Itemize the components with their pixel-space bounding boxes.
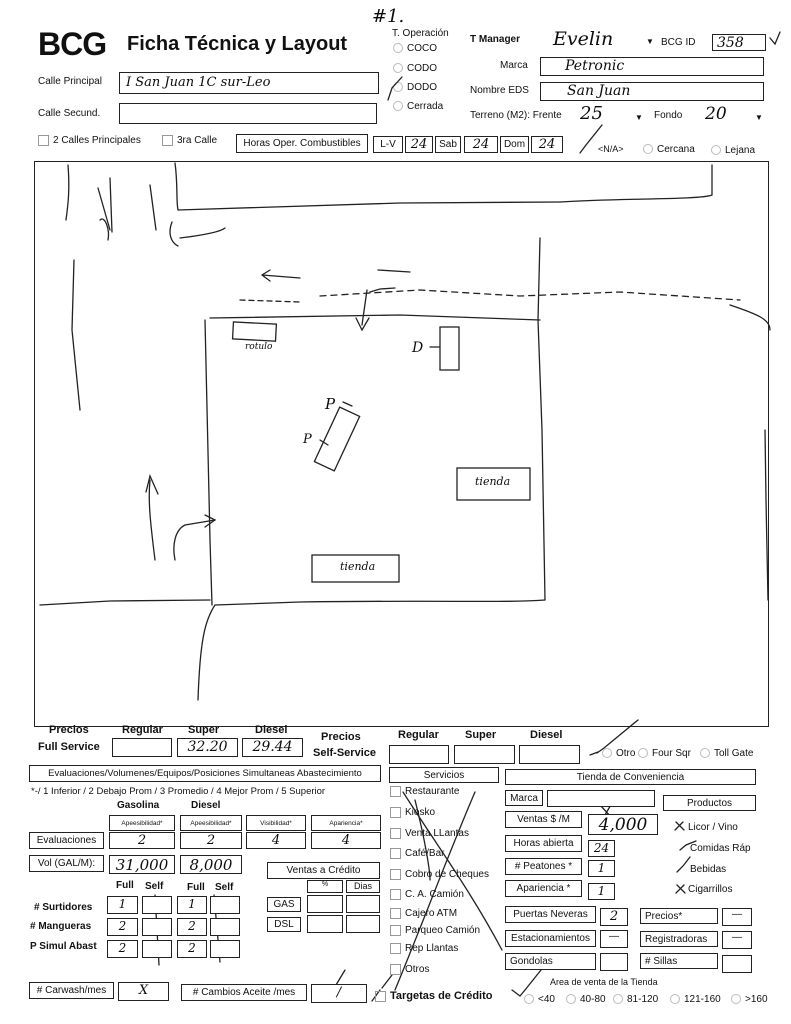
ventas-field[interactable]: 4,000 — [588, 814, 658, 835]
full-label-2: Full — [187, 882, 205, 893]
credito-gas-pct[interactable] — [307, 895, 343, 913]
radio-icon — [711, 145, 721, 155]
simul-dsl-full[interactable]: 2 — [177, 940, 207, 958]
ventas-credito-button[interactable]: Ventas a Crédito — [267, 862, 380, 879]
operacion-option-codo[interactable]: CODO — [393, 63, 437, 74]
bcg-id-field[interactable]: 358 — [712, 34, 766, 51]
puertas-neveras-field[interactable]: 2 — [600, 908, 628, 926]
checkbox-icon — [38, 135, 49, 146]
checkbox-icon — [390, 869, 401, 880]
col-diesel-self: Diesel — [530, 729, 563, 741]
area-option-81-120[interactable]: 81-120 — [613, 994, 658, 1005]
tipo-toll-gate[interactable]: Toll Gate — [700, 748, 753, 759]
eval-value-3[interactable]: 4 — [246, 832, 306, 849]
radio-icon — [700, 748, 710, 758]
servicio-rep-llantas[interactable]: Rep Llantas — [390, 943, 458, 954]
checkbox-icon — [390, 943, 401, 954]
radio-icon — [731, 994, 741, 1004]
puertas-neveras-label: Puertas Neveras — [505, 906, 596, 923]
radio-icon — [393, 43, 403, 53]
self-diesel-field[interactable] — [519, 745, 580, 764]
proximidad-na[interactable]: <N/A> — [598, 144, 624, 154]
full-super-field[interactable]: 32.20 — [177, 738, 238, 757]
radio-icon — [566, 994, 576, 1004]
producto-cigarrillos[interactable]: Cigarrillos — [688, 884, 733, 895]
area-option-121-160[interactable]: 121-160 — [670, 994, 721, 1005]
ventas-label: Ventas $ /M — [505, 811, 582, 828]
servicios-button[interactable]: Servicios — [389, 767, 499, 783]
col-super-self: Super — [465, 729, 497, 741]
credito-dias-header: Dias — [346, 880, 380, 893]
radio-icon — [393, 101, 403, 111]
checkbox-icon — [390, 908, 401, 919]
servicio-ca-camion[interactable]: C. A. Camión — [390, 889, 464, 900]
servicio-cobro-cheques[interactable]: Cobro de Cheques — [390, 869, 489, 880]
credito-dsl-label: DSL — [267, 917, 301, 932]
sketch-label-p2: P — [303, 432, 312, 447]
self-label-2: Self — [215, 882, 234, 893]
self-regular-field[interactable] — [389, 745, 449, 764]
lv-field[interactable]: 24 — [405, 136, 433, 153]
marca-field[interactable]: Petronic — [540, 57, 764, 76]
sketch-label-p1: P — [325, 395, 336, 413]
diesel-label: Diesel — [191, 800, 221, 811]
surtidores-gas-self[interactable] — [142, 896, 172, 914]
area-option-40-80[interactable]: 40-80 — [566, 994, 606, 1005]
sketch-label-d: D — [412, 340, 424, 356]
checkbox-icon — [390, 786, 401, 797]
servicio-cajero-atm[interactable]: Cajero ATM — [390, 908, 457, 919]
mangueras-gas-full[interactable]: 2 — [107, 918, 138, 936]
radio-icon — [670, 994, 680, 1004]
gondolas-field[interactable] — [600, 953, 628, 971]
checkbox-icon — [390, 807, 401, 818]
chevron-down-icon[interactable]: ▼ — [646, 37, 654, 46]
sketch-label-rotulo: rotulo — [245, 342, 273, 352]
estacionamientos-label: Estacionamientos — [505, 930, 596, 947]
estacionamientos-field[interactable]: — — [600, 930, 628, 948]
eval-value-2[interactable]: 2 — [180, 832, 242, 849]
mangueras-gas-self[interactable] — [142, 918, 172, 936]
productos-label: Productos — [663, 795, 756, 811]
precios-full-title-1: Precios — [49, 724, 89, 736]
apariencia-field[interactable]: 1 — [588, 883, 615, 900]
operacion-option-coco[interactable]: COCO — [393, 43, 437, 54]
calle-secundaria-field[interactable] — [119, 103, 377, 124]
proximidad-cercana[interactable]: Cercana — [643, 144, 695, 155]
dom-label: Dom — [500, 136, 529, 153]
chevron-down-icon[interactable]: ▼ — [635, 113, 643, 122]
producto-licor[interactable]: Licor / Vino — [688, 822, 738, 833]
carwash-label: # Carwash/mes — [29, 982, 114, 999]
tienda-conveniencia-button[interactable]: Tienda de Conveniencia — [505, 769, 756, 785]
peatones-field[interactable]: 1 — [588, 860, 615, 877]
radio-icon — [393, 63, 403, 73]
credito-gas-label: GAS — [267, 897, 301, 912]
credito-gas-dias[interactable] — [346, 895, 380, 913]
self-super-field[interactable] — [454, 745, 515, 764]
servicio-cafe-bar[interactable]: Café/Bar — [390, 848, 444, 859]
sillas-field[interactable] — [722, 955, 752, 973]
area-venta-label: Area de venta de la Tienda — [550, 977, 658, 987]
servicio-parqueo-camion[interactable]: Parqueo Camión — [390, 925, 480, 936]
surtidores-dsl-full[interactable]: 1 — [177, 896, 207, 914]
checkbox-icon — [390, 848, 401, 859]
eval-header-4: Apariencia* — [311, 815, 381, 831]
full-diesel-field[interactable]: 29.44 — [242, 738, 303, 757]
gasolina-label: Gasolina — [117, 800, 160, 811]
logo: BCG — [38, 26, 107, 62]
calle-principal-label: Calle Principal — [38, 76, 102, 87]
proximidad-lejana[interactable]: Lejana — [711, 145, 755, 156]
checkbox-icon — [162, 135, 173, 146]
col-super-full: Super — [188, 724, 220, 736]
eval-value-4[interactable]: 4 — [311, 832, 381, 849]
sab-field[interactable]: 24 — [464, 136, 498, 153]
tercera-calle-checkbox[interactable]: 3ra Calle — [162, 135, 217, 146]
radio-icon — [638, 748, 648, 758]
cambios-aceite-label: # Cambios Aceite /mes — [181, 984, 307, 1001]
operacion-label: T. Operación — [392, 28, 449, 39]
vol-diesel-field[interactable]: 8,000 — [180, 855, 242, 874]
radio-icon — [613, 994, 623, 1004]
checkbox-icon — [390, 828, 401, 839]
calle-principal-field[interactable]: I San Juan 1C sur-Leo — [119, 72, 379, 94]
dom-field[interactable]: 24 — [531, 136, 563, 153]
radio-icon — [643, 144, 653, 154]
horas-oper-button[interactable]: Horas Oper. Combustibles — [236, 134, 368, 153]
credito-dsl-dias[interactable] — [346, 915, 380, 933]
tipo-otro[interactable]: Otro — [602, 748, 635, 759]
registradoras-label: Registradoras — [640, 931, 718, 947]
gondolas-label: Gondolas — [505, 953, 596, 970]
nombre-eds-label: Nombre EDS — [470, 85, 529, 96]
simul-gas-self[interactable] — [142, 940, 172, 958]
chevron-down-icon[interactable]: ▼ — [755, 113, 763, 122]
tienda-marca-label: Marca — [505, 790, 543, 806]
evaluaciones-section-button[interactable]: Evaluaciones/Volumenes/Equipos/Posiciones Simultaneas Abastecimiento — [29, 765, 381, 782]
tipo-four-sqr[interactable]: Four Sqr — [638, 748, 691, 759]
sillas-label: # Sillas — [640, 953, 718, 969]
eval-header-3: Visibilidad* — [246, 815, 306, 831]
sketch-label-tienda2: tienda — [340, 560, 376, 573]
registradoras-field[interactable]: — — [722, 931, 752, 949]
evaluaciones-row-label: Evaluaciones — [29, 832, 104, 849]
radio-icon — [393, 82, 403, 92]
credito-pct-header: % — [307, 880, 343, 893]
precios-tienda-field[interactable]: — — [722, 908, 752, 926]
sketch-label-tienda1: tienda — [475, 475, 511, 488]
eval-header-1: Apeesibilidad* — [109, 815, 175, 831]
checkbox-icon — [375, 991, 386, 1002]
manager-label: T Manager — [470, 34, 521, 45]
col-diesel-full: Diesel — [255, 724, 288, 736]
vol-gasolina-field[interactable]: 31,000 — [109, 855, 175, 874]
marca-label: Marca — [500, 60, 528, 71]
checkbox-icon — [390, 889, 401, 900]
terreno-label: Terreno (M2): Frente — [470, 110, 562, 121]
eval-value-1[interactable]: 2 — [109, 832, 175, 849]
checkbox-icon — [390, 964, 401, 975]
servicio-kiosko[interactable]: Kiosko — [390, 807, 435, 818]
terreno-fondo-value[interactable]: 20 — [705, 104, 727, 124]
terreno-frente-value[interactable]: 25 — [580, 103, 603, 124]
eval-header-2: Apeesibilidad* — [180, 815, 242, 831]
area-option-lt40[interactable]: <40 — [524, 994, 555, 1005]
surtidores-label: # Surtidores — [34, 902, 93, 913]
apariencia-label: Apariencia * — [505, 880, 582, 897]
col-regular-self: Regular — [398, 729, 439, 741]
servicio-venta-llantas[interactable]: Venta LLantas — [390, 828, 469, 839]
vol-label: Vol (GAL/M): — [29, 855, 104, 872]
servicio-restaurante[interactable]: Restaurante — [390, 786, 459, 797]
tarjetas-credito-checkbox[interactable]: Targetas de Crédito — [375, 990, 493, 1002]
col-regular-full: Regular — [122, 724, 163, 736]
operacion-option-dodo[interactable]: DODO — [393, 82, 437, 93]
mangueras-label: # Mangueras — [30, 921, 92, 932]
precios-self-title-2: Self-Service — [313, 747, 376, 759]
checkbox-icon — [390, 925, 401, 936]
nombre-eds-field[interactable]: San Juan — [540, 82, 764, 101]
simul-dsl-self[interactable] — [210, 940, 240, 958]
horas-abierta-field[interactable]: 24 — [588, 840, 615, 857]
peatones-label: # Peatones * — [505, 858, 582, 875]
mangueras-dsl-full[interactable]: 2 — [177, 918, 207, 936]
self-label-1: Self — [145, 881, 164, 892]
cambios-aceite-field[interactable]: / — [311, 984, 367, 1003]
producto-bebidas[interactable]: Bebidas — [690, 864, 727, 875]
full-label-1: Full — [116, 880, 134, 891]
lv-label: L-V — [373, 136, 403, 153]
manager-value[interactable]: Evelin — [553, 28, 614, 50]
page-title: Ficha Técnica y Layout — [127, 33, 348, 55]
horas-abierta-label: Horas abierta — [505, 835, 582, 852]
handwritten-number: #1. — [372, 6, 405, 27]
evaluaciones-scale: *-/ 1 Inferior / 2 Debajo Prom / 3 Promedio / 4 Mejor Prom / 5 Superior — [31, 786, 326, 797]
credito-dsl-pct[interactable] — [307, 915, 343, 933]
area-option-gt160[interactable]: >160 — [731, 994, 768, 1005]
fondo-label: Fondo — [654, 110, 683, 121]
mangueras-dsl-self[interactable] — [210, 918, 240, 936]
precios-full-title-2: Full Service — [38, 741, 100, 753]
precios-self-title-1: Precios — [321, 731, 361, 743]
layout-sketch-area[interactable] — [34, 161, 769, 727]
dos-calles-checkbox[interactable]: 2 Calles Principales — [38, 135, 141, 146]
carwash-field[interactable]: X — [118, 982, 169, 1001]
sab-label: Sab — [435, 136, 461, 153]
operacion-option-cerrada[interactable]: Cerrada — [393, 101, 443, 112]
tienda-marca-field[interactable] — [547, 790, 655, 807]
radio-icon — [524, 994, 534, 1004]
full-regular-field[interactable] — [112, 738, 172, 757]
radio-icon — [602, 748, 612, 758]
simul-gas-full[interactable]: 2 — [107, 940, 138, 958]
servicio-otros[interactable]: Otros — [390, 964, 429, 975]
precios-tienda-label: Precios* — [640, 908, 718, 924]
surtidores-dsl-self[interactable] — [210, 896, 240, 914]
calle-secundaria-label: Calle Secund. — [38, 108, 101, 119]
simul-label: P Simul Abast — [30, 941, 97, 952]
surtidores-gas-full[interactable]: 1 — [107, 896, 138, 914]
producto-comidas[interactable]: Comidas Ráp — [690, 843, 751, 854]
bcg-id-label: BCG ID — [661, 37, 696, 48]
